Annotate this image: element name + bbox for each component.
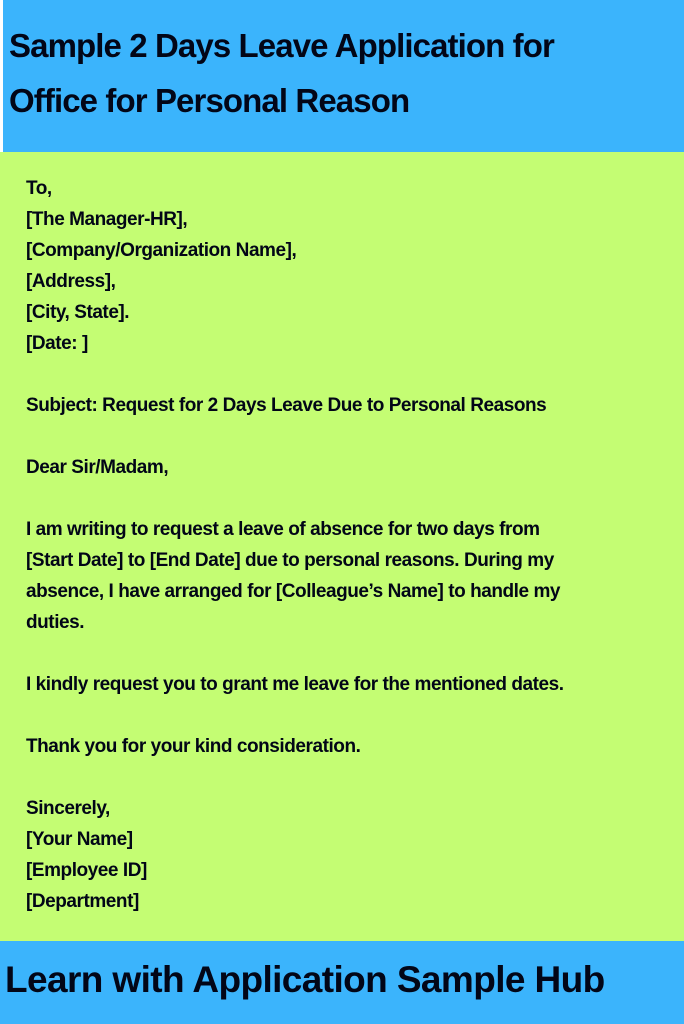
letter-line: [Your Name] — [26, 829, 133, 850]
letter-line: [Date: ] — [26, 333, 88, 354]
blank-line — [26, 421, 564, 452]
title-banner — [3, 0, 684, 152]
letter-body — [0, 152, 684, 941]
letter-line: duties. — [26, 612, 85, 633]
footer-text: Learn with Application Sample Hub — [5, 959, 605, 1000]
letter-line: I am writing to request a leave of absence for two days from — [26, 519, 540, 540]
letter-text — [26, 173, 564, 917]
blank-line — [26, 638, 564, 669]
letter-line: Sincerely, — [26, 798, 110, 819]
letter-line: absence, I have arranged for [Colleague’s Name] to handle my — [26, 581, 561, 602]
letter-line: [Address], — [26, 271, 116, 292]
blank-line — [26, 762, 564, 793]
letter-line: I kindly request you to grant me leave for the mentioned dates. — [26, 674, 564, 695]
page-title-line-2: Office for Personal Reason — [9, 82, 410, 119]
letter-line: [Department] — [26, 891, 139, 912]
letter-line: To, — [26, 178, 52, 199]
page-title-line-1: Sample 2 Days Leave Application for — [9, 27, 554, 64]
letter-line: Thank you for your kind consideration. — [26, 736, 361, 757]
letter-line: [The Manager-HR], — [26, 209, 188, 230]
letter-line: [Employee ID] — [26, 860, 147, 881]
letter-line: [City, State]. — [26, 302, 130, 323]
blank-line — [26, 483, 564, 514]
blank-line — [26, 700, 564, 731]
letter-line: Subject: Request for 2 Days Leave Due to Personal Reasons — [26, 395, 547, 416]
letter-line: Dear Sir/Madam, — [26, 457, 169, 478]
letter-line: [Start Date] to [End Date] due to personal reasons. During my — [26, 550, 554, 571]
blank-line — [26, 359, 564, 390]
letter-line: [Company/Organization Name], — [26, 240, 297, 261]
footer-banner — [0, 941, 684, 1024]
